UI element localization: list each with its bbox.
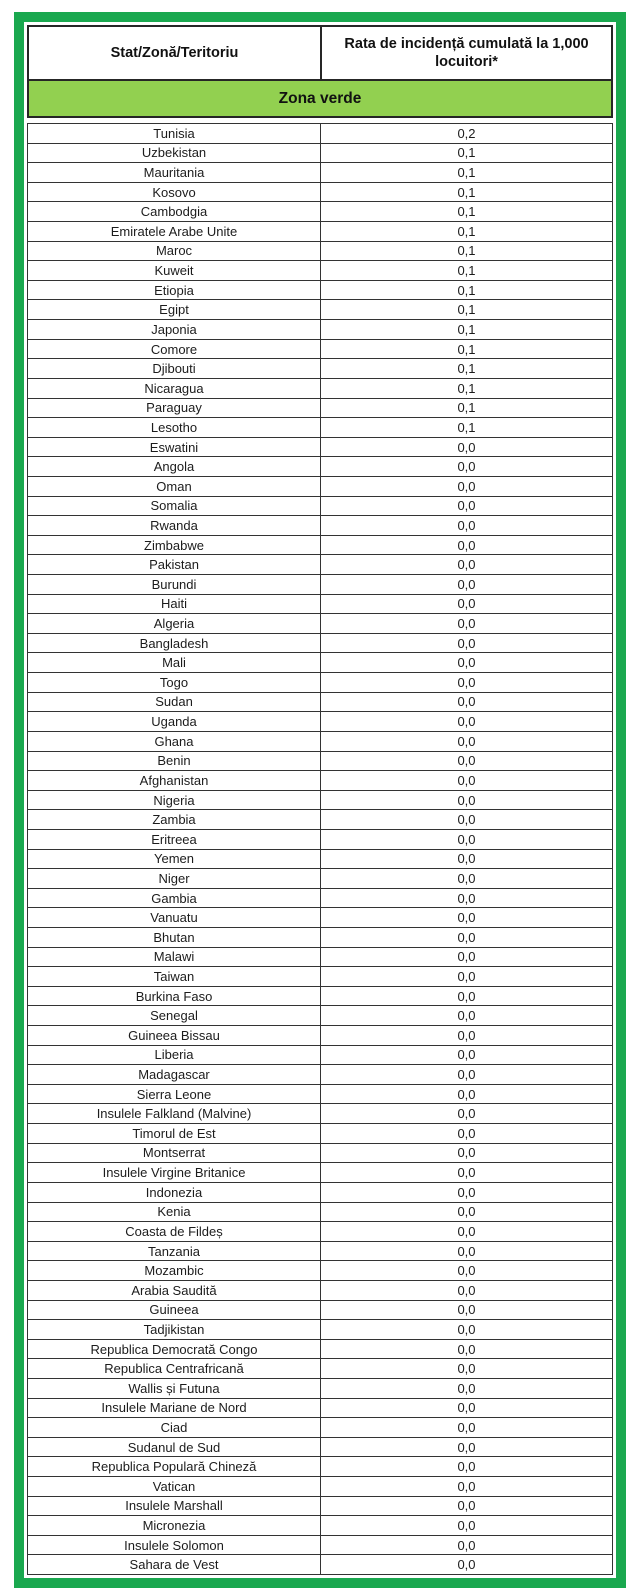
country-cell: Nigeria — [153, 792, 195, 808]
table-row — [28, 1418, 612, 1438]
country-cell: Oman — [156, 478, 192, 494]
rate-cell: 0,1 — [320, 340, 612, 359]
table-row — [28, 418, 612, 438]
table-row — [28, 300, 612, 320]
country-cell: Yemen — [154, 851, 194, 867]
table-row — [28, 124, 612, 144]
data-rows-container — [27, 123, 613, 1575]
country-cell: Senegal — [150, 1008, 198, 1024]
table-row — [28, 1046, 612, 1066]
rate-cell: 0,0 — [320, 869, 612, 888]
rate-cell: 0,0 — [320, 595, 612, 614]
rate-cell: 0,0 — [320, 1340, 612, 1359]
table-row — [28, 791, 612, 811]
country-cell: Timorul de Est — [132, 1125, 216, 1141]
country-cell: Mali — [162, 655, 186, 671]
rate-cell: 0,1 — [320, 300, 612, 319]
table-row — [28, 477, 612, 497]
country-cell: Kenia — [157, 1204, 191, 1220]
table-row — [28, 497, 612, 517]
country-cell: Nicaragua — [144, 380, 204, 396]
country-cell: Somalia — [150, 498, 198, 514]
country-cell: Sudanul de Sud — [127, 1439, 221, 1455]
header-col-country: Stat/Zonă/Teritoriu — [110, 44, 239, 61]
table-row — [28, 222, 612, 242]
rate-cell: 0,0 — [320, 1104, 612, 1123]
rate-cell: 0,0 — [320, 1301, 612, 1320]
rate-cell: 0,0 — [320, 752, 612, 771]
country-cell: Tadjikistan — [143, 1321, 205, 1337]
country-cell: Bangladesh — [139, 635, 209, 651]
country-cell: Ciad — [160, 1420, 188, 1436]
country-cell: Insulele Falkland (Malvine) — [96, 1106, 252, 1122]
country-cell: Angola — [153, 459, 195, 475]
table-row — [28, 1026, 612, 1046]
country-cell: Pakistan — [149, 557, 199, 573]
rate-cell: 0,0 — [320, 928, 612, 947]
header-col-rate: Rata de incidență cumulată la 1,000 locuitori* — [320, 27, 611, 79]
country-cell: Taiwan — [153, 969, 195, 984]
rate-cell: 0,0 — [320, 516, 612, 535]
table-row — [28, 693, 612, 713]
table-row — [28, 673, 612, 693]
country-cell: Emiratele Arabe Unite — [110, 223, 238, 239]
table-row — [28, 948, 612, 968]
rate-cell: 0,0 — [320, 1477, 612, 1496]
rate-cell: 0,0 — [320, 1438, 612, 1457]
rate-cell: 0,1 — [320, 163, 612, 182]
rate-cell: 0,1 — [320, 320, 612, 339]
table-row — [28, 732, 612, 752]
table-row — [28, 1399, 612, 1419]
table-row — [28, 242, 612, 262]
green-zone-table-frame — [14, 12, 626, 1588]
country-cell: Ghana — [154, 733, 194, 749]
table-row — [28, 379, 612, 399]
rate-cell: 0,0 — [320, 1222, 612, 1241]
table-header-row — [27, 25, 613, 81]
rate-cell: 0,0 — [320, 830, 612, 849]
rate-cell: 0,1 — [320, 202, 612, 221]
rate-cell: 0,0 — [320, 536, 612, 555]
table-row — [28, 850, 612, 870]
rate-cell: 0,0 — [320, 1124, 612, 1143]
table-row — [28, 1065, 612, 1085]
table-row — [28, 1516, 612, 1536]
rate-cell: 0,0 — [320, 1555, 612, 1574]
country-cell: Algeria — [153, 616, 195, 632]
rate-cell: 0,0 — [320, 555, 612, 574]
table-row — [28, 575, 612, 595]
table-row — [28, 281, 612, 301]
country-cell: Liberia — [154, 1047, 194, 1063]
country-cell: Comore — [150, 341, 198, 357]
rate-cell: 0,1 — [320, 144, 612, 163]
country-cell: Republica Democrată Congo — [90, 1341, 258, 1357]
rate-cell: 0,0 — [320, 1281, 612, 1300]
table-row — [28, 163, 612, 183]
rate-cell: 0,0 — [320, 1379, 612, 1398]
rate-cell: 0,1 — [320, 359, 612, 378]
table-row — [28, 202, 612, 222]
table-row — [28, 1085, 612, 1105]
country-cell: Indonezia — [145, 1184, 203, 1200]
rate-cell: 0,0 — [320, 1359, 612, 1378]
rate-cell: 0,0 — [320, 653, 612, 672]
rate-cell: 0,0 — [320, 1203, 612, 1222]
country-cell: Paraguay — [146, 400, 202, 416]
rate-cell: 0,0 — [320, 1399, 612, 1418]
table-row — [28, 536, 612, 556]
table-row — [28, 1183, 612, 1203]
country-cell: Guineea — [149, 1302, 199, 1318]
country-cell: Egipt — [159, 302, 189, 318]
table-row — [28, 1163, 612, 1183]
table-row — [28, 830, 612, 850]
rate-cell: 0,0 — [320, 1497, 612, 1516]
rate-cell: 0,0 — [320, 477, 612, 496]
table-row — [28, 144, 612, 164]
country-cell: Republica Populară Chineză — [91, 1459, 257, 1475]
rate-cell: 0,0 — [320, 693, 612, 712]
table-row — [28, 908, 612, 928]
table-row — [28, 967, 612, 987]
table-row — [28, 1536, 612, 1556]
rate-cell: 0,0 — [320, 1516, 612, 1535]
country-cell: Maroc — [155, 243, 193, 259]
rate-cell: 0,0 — [320, 614, 612, 633]
rate-cell: 0,0 — [320, 810, 612, 829]
table-row — [28, 928, 612, 948]
table-row — [28, 1379, 612, 1399]
country-cell: Burkina Faso — [135, 988, 213, 1004]
rate-cell: 0,0 — [320, 1261, 612, 1280]
country-cell: Uzbekistan — [141, 145, 207, 161]
country-cell: Tunisia — [153, 125, 195, 141]
rate-cell: 0,0 — [320, 1183, 612, 1202]
country-cell: Etiopia — [154, 282, 194, 298]
country-cell: Lesotho — [150, 419, 198, 435]
rate-cell: 0,0 — [320, 673, 612, 692]
country-cell: Kosovo — [152, 184, 196, 200]
country-cell: Djibouti — [152, 361, 196, 377]
rate-cell: 0,0 — [320, 1065, 612, 1084]
country-cell: Micronezia — [142, 1518, 206, 1534]
country-cell: Republica Centrafricană — [104, 1361, 244, 1377]
table-row — [28, 1359, 612, 1379]
table-row — [28, 1242, 612, 1262]
rate-cell: 0,0 — [320, 1085, 612, 1104]
rate-cell: 0,0 — [320, 1006, 612, 1025]
rate-cell: 0,0 — [320, 457, 612, 476]
country-cell: Mozambic — [144, 1263, 204, 1279]
table-row — [28, 1124, 612, 1144]
table-row — [28, 752, 612, 772]
table-row — [28, 1497, 612, 1517]
rate-cell: 0,0 — [320, 438, 612, 457]
rate-cell: 0,0 — [320, 771, 612, 790]
rate-cell: 0,1 — [320, 183, 612, 202]
rate-cell: 0,1 — [320, 399, 612, 418]
table-row — [28, 653, 612, 673]
rate-cell: 0,0 — [320, 1144, 612, 1163]
rate-cell: 0,0 — [320, 1536, 612, 1555]
table-row — [28, 1477, 612, 1497]
country-cell: Sudan — [155, 694, 193, 710]
country-cell: Cambodgia — [140, 204, 208, 220]
table-row — [28, 1104, 612, 1124]
table-row — [28, 595, 612, 615]
country-cell: Haiti — [160, 596, 187, 612]
table-row — [28, 1457, 612, 1477]
table-row — [28, 1222, 612, 1242]
country-cell: Rwanda — [150, 517, 198, 533]
rate-cell: 0,0 — [320, 889, 612, 908]
table-row — [28, 1006, 612, 1026]
country-cell: Montserrat — [142, 1145, 206, 1161]
country-cell: Eswatini — [149, 439, 199, 455]
table-row — [28, 987, 612, 1007]
country-cell: Niger — [158, 870, 190, 886]
table-row — [28, 810, 612, 830]
table-row — [28, 1261, 612, 1281]
country-cell: Uganda — [151, 714, 197, 730]
rate-cell: 0,0 — [320, 1418, 612, 1437]
rate-cell: 0,0 — [320, 1457, 612, 1476]
table-row — [28, 634, 612, 654]
table-row — [28, 1301, 612, 1321]
table-row — [28, 771, 612, 791]
country-cell: Madagascar — [138, 1067, 210, 1083]
country-cell: Coasta de Fildeș — [125, 1223, 223, 1239]
country-cell: Mauritania — [143, 165, 205, 181]
country-cell: Insulele Marshall — [125, 1498, 223, 1514]
table-row — [28, 261, 612, 281]
rate-cell: 0,0 — [320, 967, 612, 986]
country-cell: Vanuatu — [150, 910, 198, 926]
country-cell: Burundi — [151, 576, 197, 592]
country-cell: Afghanistan — [139, 772, 209, 788]
country-cell: Malawi — [153, 949, 195, 965]
rate-cell: 0,0 — [320, 1026, 612, 1045]
table-row — [28, 516, 612, 536]
country-cell: Benin — [157, 753, 191, 769]
rate-cell: 0,0 — [320, 908, 612, 927]
rate-cell: 0,1 — [320, 222, 612, 241]
table-row — [28, 614, 612, 634]
country-cell: Arabia Saudită — [131, 1282, 217, 1298]
country-cell: Vatican — [152, 1478, 196, 1494]
table-row — [28, 320, 612, 340]
table-row — [28, 340, 612, 360]
table-row — [28, 1281, 612, 1301]
rate-cell: 0,0 — [320, 850, 612, 869]
table-row — [28, 555, 612, 575]
table-row — [28, 1340, 612, 1360]
rate-cell: 0,0 — [320, 712, 612, 731]
country-cell: Sahara de Vest — [129, 1557, 219, 1573]
table-row — [28, 1555, 612, 1574]
country-cell: Togo — [159, 674, 189, 690]
rate-cell: 0,0 — [320, 1242, 612, 1261]
table-row — [28, 1438, 612, 1458]
country-cell: Bhutan — [153, 929, 195, 945]
table-row — [28, 457, 612, 477]
country-cell: Insulele Virgine Britanice — [102, 1165, 246, 1181]
table-row — [28, 712, 612, 732]
rate-cell: 0,0 — [320, 1163, 612, 1182]
rate-cell: 0,0 — [320, 948, 612, 967]
table-row — [28, 183, 612, 203]
rate-cell: 0,0 — [320, 497, 612, 516]
rate-cell: 0,1 — [320, 418, 612, 437]
country-cell: Insulele Mariane de Nord — [101, 1400, 247, 1416]
country-cell: Zambia — [152, 812, 196, 828]
rate-cell: 0,1 — [320, 281, 612, 300]
rate-cell: 0,0 — [320, 791, 612, 810]
table-row — [28, 889, 612, 909]
country-cell: Gambia — [151, 890, 197, 906]
rate-cell: 0,0 — [320, 987, 612, 1006]
country-cell: Wallis și Futuna — [128, 1380, 220, 1396]
country-cell: Insulele Solomon — [124, 1537, 224, 1553]
table-row — [28, 1144, 612, 1164]
rate-cell: 0,0 — [320, 634, 612, 653]
table-row — [28, 1320, 612, 1340]
country-cell: Guineea Bissau — [128, 1027, 220, 1043]
rate-cell: 0,0 — [320, 1320, 612, 1339]
zone-banner: Zona verde — [27, 81, 613, 118]
rate-cell: 0,1 — [320, 379, 612, 398]
country-cell: Kuweit — [154, 263, 194, 279]
rate-cell: 0,0 — [320, 1046, 612, 1065]
rate-cell: 0,0 — [320, 732, 612, 751]
table-row — [28, 438, 612, 458]
rate-cell: 0,1 — [320, 242, 612, 261]
table-row — [28, 359, 612, 379]
table-row — [28, 1203, 612, 1223]
table-row — [28, 399, 612, 419]
country-cell: Tanzania — [147, 1243, 201, 1259]
country-cell: Zimbabwe — [144, 537, 204, 553]
country-cell: Japonia — [151, 321, 197, 337]
rate-cell: 0,1 — [320, 261, 612, 280]
rate-cell: 0,0 — [320, 575, 612, 594]
table-row — [28, 869, 612, 889]
country-cell: Sierra Leone — [136, 1086, 212, 1102]
rate-cell: 0,2 — [320, 124, 612, 143]
country-cell: Eritreea — [151, 831, 197, 847]
